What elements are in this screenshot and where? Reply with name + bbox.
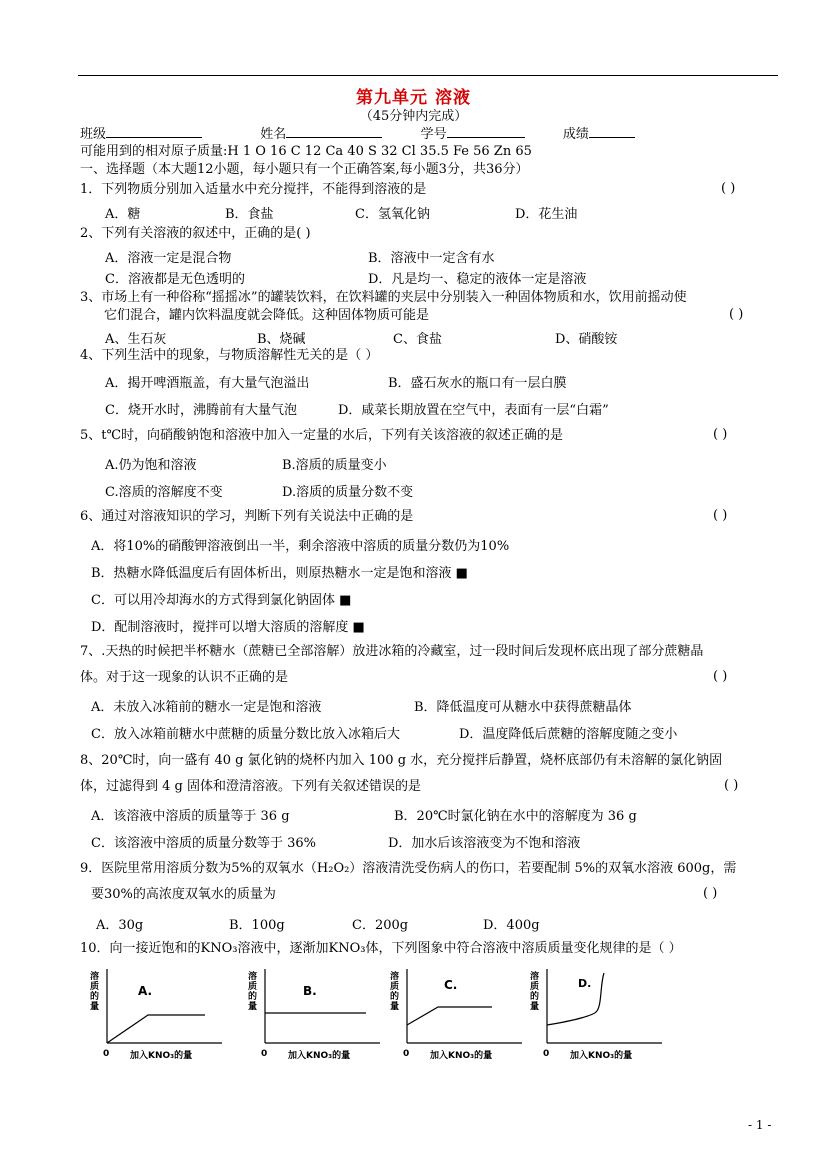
q2-option-c[interactable]: C．溶液都是无色透明的 bbox=[105, 272, 245, 287]
q5-option-b[interactable]: B.溶质的质量变小 bbox=[282, 458, 387, 473]
section-intro: 一、选择题（本大题12小题，每小题只有一个正确答案,每小题3分，共36分） bbox=[80, 162, 529, 177]
graph-c-xlabel: 加入KNO₃的量 bbox=[430, 1051, 493, 1061]
q7-option-a[interactable]: A．未放入冰箱前的糖水一定是饱和溶液 bbox=[91, 700, 322, 715]
graph-c-ylabel-3: 的 bbox=[390, 992, 400, 1002]
q8-option-d[interactable]: D．加水后该溶液变为不饱和溶液 bbox=[388, 836, 581, 851]
graph-d-origin: 0 bbox=[543, 1049, 550, 1059]
q6-option-a[interactable]: A．将10%的硝酸钾溶液倒出一半，剩余溶液中溶质的质量分数仍为10% bbox=[91, 539, 510, 554]
graph-d-ylabel-2: 质 bbox=[530, 982, 540, 992]
q5-option-a[interactable]: A.仍为饱和溶液 bbox=[105, 458, 197, 473]
graph-d-curve bbox=[547, 973, 604, 1025]
q3-option-b[interactable]: B、烧碱 bbox=[257, 332, 306, 347]
graph-b-ylabel-1: 溶 bbox=[248, 972, 258, 982]
class-label: 班级 bbox=[80, 127, 107, 142]
question-3-answer-paren[interactable]: ( ) bbox=[729, 307, 744, 322]
question-3-stem: 3、市场上有一种俗称“摇摇冰”的罐装饮料，在饮料罐的夹层中分别装入一种固体物质和水，饮用前摇动使 bbox=[80, 290, 687, 305]
graph-b-ylabel-3: 的 bbox=[248, 992, 258, 1002]
q2-option-b[interactable]: B．溶液中一定含有水 bbox=[368, 251, 495, 266]
q6-option-d[interactable]: D．配制溶液时，搅拌可以增大溶质的溶解度 ■ bbox=[91, 620, 365, 635]
graph-b-ylabel-2: 质 bbox=[248, 982, 258, 992]
question-8-answer-paren[interactable]: ( ) bbox=[724, 778, 739, 793]
top-rule bbox=[78, 75, 778, 76]
question-1-stem: 1．下列物质分别加入适量水中充分搅拌，不能得到溶液的是 bbox=[80, 182, 427, 197]
question-9-stem: 9．医院里常用溶质分数为5%的双氧水（H₂O₂）溶液清洗受伤病人的伤口，若要配制 5%的双氧水溶液 600g，需 bbox=[80, 861, 737, 876]
graph-d-xlabel: 加入KNO₃的量 bbox=[570, 1051, 633, 1061]
page-title: 第九单元 溶液 bbox=[356, 88, 471, 108]
graph-a-ylabel-2: 质 bbox=[90, 982, 100, 992]
graph-a-ylabel-3: 的 bbox=[90, 992, 100, 1002]
class-field[interactable] bbox=[106, 124, 202, 138]
graph-b-origin: 0 bbox=[261, 1049, 268, 1059]
question-8-stem: 8、20℃时，向一盛有 40 g 氯化钠的烧杯内加入 100 g 水，充分搅拌后静置，烧杯底部仍有未溶解的氯化钠固 bbox=[80, 753, 723, 768]
question-6-answer-paren[interactable]: ( ) bbox=[713, 508, 728, 523]
q8-option-a[interactable]: A．该溶液中溶质的质量等于 36 g bbox=[91, 809, 290, 824]
question-9-answer-paren[interactable]: ( ) bbox=[703, 886, 718, 901]
graph-a-ylabel-1: 溶 bbox=[90, 972, 100, 982]
question-5-stem: 5、t℃时，向硝酸钠饱和溶液中加入一定量的水后，下列有关该溶液的叙述正确的是 bbox=[80, 428, 564, 443]
q3-option-a[interactable]: A、生石灰 bbox=[105, 332, 167, 347]
q2-option-a[interactable]: A．溶液一定是混合物 bbox=[105, 251, 232, 266]
q7-option-c[interactable]: C．放入冰箱前糖水中蔗糖的质量分数比放入冰箱后大 bbox=[91, 727, 400, 742]
graph-c-ylabel-4: 量 bbox=[390, 1002, 400, 1012]
q8-option-b[interactable]: B．20℃时氯化钠在水中的溶解度为 36 g bbox=[394, 809, 637, 824]
q9-option-c[interactable]: C．200g bbox=[352, 918, 409, 933]
graph-c-ylabel-1: 溶 bbox=[390, 972, 400, 982]
graph-option-a[interactable] bbox=[90, 965, 230, 1065]
q7-option-b[interactable]: B．降低温度可从糖水中获得蔗糖晶体 bbox=[414, 700, 632, 715]
q4-option-c[interactable]: C．烧开水时，沸腾前有大量气泡 bbox=[105, 403, 297, 418]
question-3-stem-cont: 它们混合，罐内饮料温度就会降低。这种固体物质可能是 bbox=[104, 308, 430, 323]
q4-option-b[interactable]: B．盛石灰水的瓶口有一层白膜 bbox=[388, 376, 567, 391]
q3-option-c[interactable]: C、食盐 bbox=[393, 332, 442, 347]
graph-option-b[interactable] bbox=[248, 965, 388, 1065]
q1-option-d[interactable]: D．花生油 bbox=[515, 207, 578, 222]
graph-c-curve bbox=[407, 1007, 492, 1025]
graph-a-letter: A. bbox=[138, 984, 153, 998]
graph-option-c[interactable] bbox=[388, 965, 528, 1065]
graph-a-ylabel-4: 量 bbox=[90, 1002, 100, 1012]
q7-option-d[interactable]: D．温度降低后蔗糖的溶解度随之变小 bbox=[459, 727, 678, 742]
question-1-answer-paren[interactable]: ( ) bbox=[721, 181, 736, 196]
question-5-answer-paren[interactable]: ( ) bbox=[713, 427, 728, 442]
q4-option-d[interactable]: D．咸菜长期放置在空气中，表面有一层“白霜” bbox=[338, 403, 609, 418]
q1-option-a[interactable]: A．糖 bbox=[105, 207, 141, 222]
question-2-stem: 2、下列有关溶液的叙述中，正确的是( ) bbox=[80, 226, 311, 241]
graph-c-ylabel-2: 质 bbox=[390, 982, 400, 992]
graph-b-ylabel-4: 量 bbox=[248, 1002, 258, 1012]
graph-d-ylabel-4: 量 bbox=[530, 1002, 540, 1012]
graph-d-ylabel-1: 溶 bbox=[530, 972, 540, 982]
graph-c-origin: 0 bbox=[403, 1049, 410, 1059]
q5-option-c[interactable]: C.溶质的溶解度不变 bbox=[105, 485, 223, 500]
page-number: - 1 - bbox=[748, 1118, 772, 1132]
question-7-stem-cont: 体。对于这一现象的认识不正确的是 bbox=[80, 670, 289, 685]
page-subtitle: （45分钟内完成） bbox=[359, 109, 468, 124]
question-10-stem: 10．向一接近饱和的KNO₃溶液中，逐渐加KNO₃体，下列图象中符合溶液中溶质质量变化规律的是（ ） bbox=[80, 941, 682, 956]
question-6-stem: 6、通过对溶液知识的学习，判断下列有关说法中正确的是 bbox=[80, 509, 414, 524]
question-4-stem: 4、下列生活中的现象，与物质溶解性无关的是（ ） bbox=[80, 348, 379, 363]
question-8-stem-cont: 体，过滤得到 4 g 固体和澄清溶液。下列有关叙述错误的是 bbox=[80, 779, 421, 794]
q5-option-d[interactable]: D.溶质的质量分数不变 bbox=[282, 485, 414, 500]
question-9-stem-cont: 要30%的高浓度双氧水的质量为 bbox=[91, 887, 276, 902]
q1-option-b[interactable]: B．食盐 bbox=[225, 207, 274, 222]
atomic-masses: 可能用到的相对原子质量:H 1 O 16 C 12 Ca 40 S 32 Cl 35.5 Fe 56 Zn 65 bbox=[80, 144, 532, 159]
q3-option-d[interactable]: D、硝酸铵 bbox=[555, 332, 618, 347]
q9-option-d[interactable]: D．400g bbox=[483, 918, 540, 933]
score-label: 成绩 bbox=[562, 127, 589, 142]
student-info-row bbox=[80, 124, 635, 143]
name-field[interactable] bbox=[286, 124, 382, 138]
q6-option-b[interactable]: B．热糖水降低温度后有固体析出，则原热糖水一定是饱和溶液 ■ bbox=[91, 566, 468, 581]
graph-d-ylabel-3: 的 bbox=[530, 992, 540, 1002]
graph-option-d[interactable] bbox=[528, 965, 668, 1065]
q4-option-a[interactable]: A．揭开啤酒瓶盖，有大量气泡溢出 bbox=[105, 376, 310, 391]
graph-a-xlabel: 加入KNO₃的量 bbox=[130, 1051, 193, 1061]
q9-option-b[interactable]: B．100g bbox=[229, 918, 285, 933]
id-label: 学号 bbox=[420, 127, 447, 142]
name-label: 姓名 bbox=[260, 127, 287, 142]
q8-option-c[interactable]: C．该溶液中溶质的质量分数等于 36% bbox=[91, 836, 316, 851]
score-field[interactable] bbox=[589, 124, 635, 138]
graph-a-curve bbox=[107, 1015, 205, 1043]
question-7-answer-paren[interactable]: ( ) bbox=[713, 669, 728, 684]
graph-b-letter: B. bbox=[303, 984, 317, 998]
graph-b-xlabel: 加入KNO₃的量 bbox=[288, 1051, 351, 1061]
q2-option-d[interactable]: D．凡是均一、稳定的液体一定是溶液 bbox=[368, 272, 587, 287]
id-field[interactable] bbox=[447, 124, 525, 138]
graph-a-origin: 0 bbox=[103, 1049, 110, 1059]
q6-option-c[interactable]: C．可以用冷却海水的方式得到氯化钠固体 ■ bbox=[91, 593, 352, 608]
question-7-stem: 7、.天热的时候把半杯糖水（蔗糖已全部溶解）放进冰箱的冷藏室，过一段时间后发现杯底出现了部分蔗糖晶 bbox=[80, 644, 704, 659]
q9-option-a[interactable]: A．30g bbox=[96, 918, 144, 933]
graph-c-letter: C. bbox=[444, 978, 458, 992]
q1-option-c[interactable]: C．氢氧化钠 bbox=[355, 207, 430, 222]
graph-d-letter: D. bbox=[578, 977, 592, 990]
